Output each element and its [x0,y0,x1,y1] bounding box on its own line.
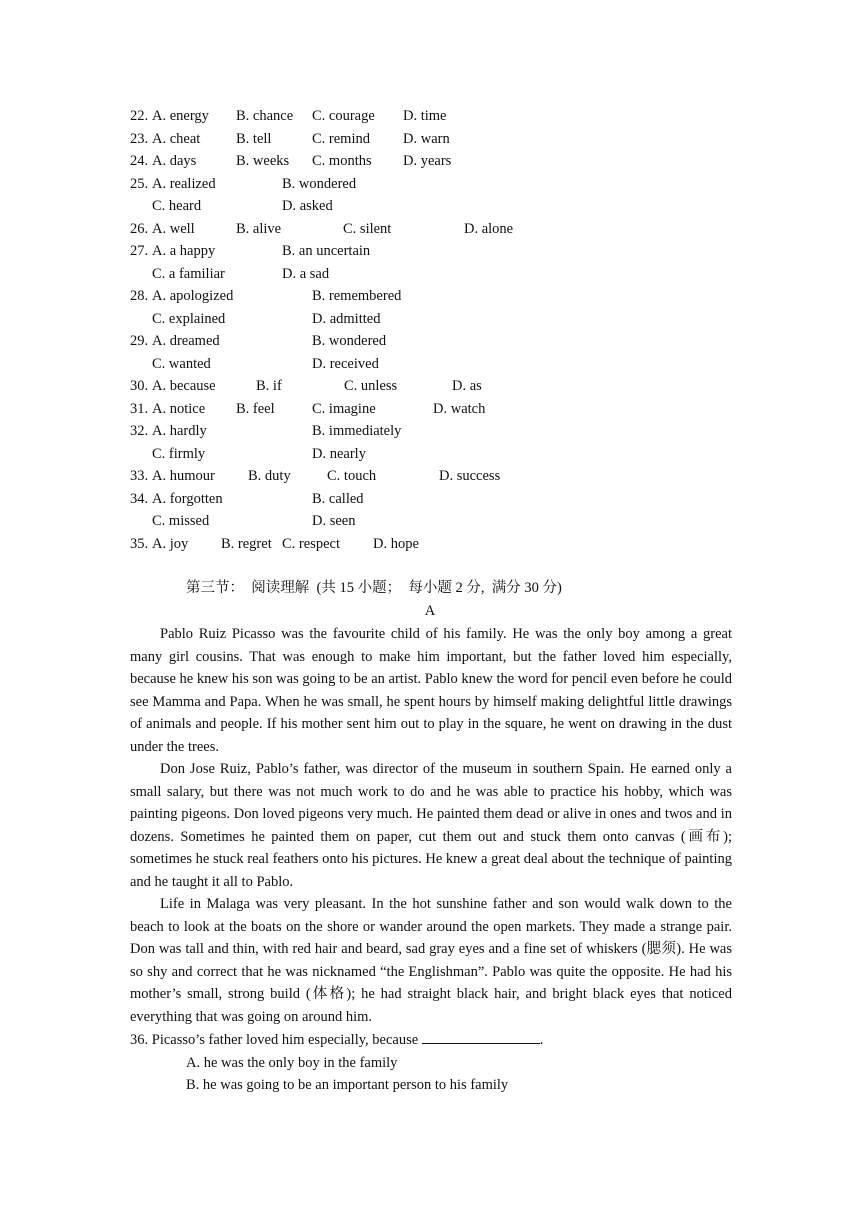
question-number: 26. [130,221,149,237]
option-d: D. warn [403,131,450,147]
option-d: D. a sad [282,266,330,282]
question-number: 29. [130,333,149,349]
option-d: D. alone [464,221,514,237]
option-b: B. if [256,378,282,394]
option-c: C. imagine [312,401,376,417]
option-d: D. time [403,108,447,124]
option-a: A. a happy [152,243,216,259]
option-d: D. admitted [312,311,381,327]
question-number: 22. [130,108,149,124]
option-d: D. received [312,356,379,372]
option-a: A. humour [152,468,215,484]
option-c: C. months [312,153,372,169]
option-a: A. he was the only boy in the family [186,1055,398,1071]
question-number: 24. [130,153,149,169]
option-b: B. immediately [312,423,402,439]
option-a: A. cheat [152,131,201,147]
section-heading: 第三节： 阅读理解 (共 15 小题； 每小题 2 分, 满分 30 分) [186,580,562,596]
option-b: B. called [312,491,364,507]
option-b: B. wondered [312,333,387,349]
option-a: A. forgotten [152,491,223,507]
passage-label: A [424,603,436,619]
option-d: D. years [403,153,452,169]
option-a: A. dreamed [152,333,220,349]
option-b: B. alive [236,221,282,237]
option-a: A. realized [152,176,216,192]
option-d: D. hope [373,536,419,552]
question-number: 27. [130,243,149,259]
option-c: C. wanted [152,356,211,372]
option-c: C. courage [312,108,375,124]
option-b: B. remembered [312,288,402,304]
option-c: C. explained [152,311,226,327]
question-number: 30. [130,378,149,394]
option-c: C. missed [152,513,210,529]
option-d: D. watch [433,401,486,417]
option-d: D. success [439,468,501,484]
question-number: 34. [130,491,149,507]
question-number: 25. [130,176,149,192]
option-c: C. silent [343,221,392,237]
question-36 [130,1029,543,1051]
option-b: B. weeks [236,153,290,169]
question-number: 33. [130,468,149,484]
option-c: C. touch [327,468,377,484]
question-36-stem: 36. Picasso’s father loved him especially, because [130,1032,419,1048]
option-c: C. respect [282,536,340,552]
option-c: C. a familiar [152,266,225,282]
option-b: B. feel [236,401,275,417]
option-a: A. because [152,378,216,394]
option-b: B. he was going to be an important person to his family [186,1077,509,1093]
option-a: A. energy [152,108,209,124]
option-c: C. heard [152,198,202,214]
option-d: D. asked [282,198,333,214]
option-a: A. days [152,153,197,169]
option-a: A. apologized [152,288,234,304]
option-a: A. well [152,221,195,237]
option-d: D. nearly [312,446,366,462]
option-c: C. remind [312,131,370,147]
passage-paragraph: Pablo Ruiz Picasso was the favourite child of his family. He was the only boy among a great many girl cousins. That was enough to make him important, but the father loved him especially, because he knew his son was going to be an artist. Pablo knew the word for pencil even before he could see Mamma and Papa. When he was small, he spent hours by himself making delightful little drawings of animals and people. If his mother sent him out to play in the square, he went on drawing in the dust under the trees. [130,626,732,755]
option-a: A. hardly [152,423,207,439]
question-number: 23. [130,131,149,147]
question-36-end: . [539,1032,544,1048]
option-c: C. firmly [152,446,206,462]
answer-blank [422,1029,540,1044]
passage-paragraph: Life in Malaga was very pleasant. In the hot sunshine father and son would walk down to the beach to look at the boats on the shore or wander around the open markets. They made a strange pair. Don was tall and thin, with red hair and beard, sad gray eyes and a fine set of whiskers (腮须). He was so shy and correct that he was nicknamed “the Englishman”. Pablo was quite the opposite. He had his mother’s small, strong build (体格); he had straight black hair, and bright black eyes that noticed everything that was going on around him. [130,896,732,1025]
question-number: 28. [130,288,149,304]
option-d: D. as [452,378,482,394]
option-a: A. joy [152,536,189,552]
question-number: 31. [130,401,149,417]
option-b: B. duty [248,468,291,484]
option-b: B. tell [236,131,272,147]
question-number: 35. [130,536,149,552]
option-a: A. notice [152,401,206,417]
option-b: B. chance [236,108,294,124]
question-number: 32. [130,423,149,439]
option-b: B. wondered [282,176,357,192]
option-b: B. regret [221,536,272,552]
option-b: B. an uncertain [282,243,371,259]
option-d: D. seen [312,513,356,529]
option-c: C. unless [344,378,398,394]
passage-paragraph: Don Jose Ruiz, Pablo’s father, was director of the museum in southern Spain. He earned only a small salary, but there was not much work to do and he was able to practice his hobby, which was painting pigeons. Don loved pigeons very much. He painted them dead or alive in ones and twos and in dozens. Sometimes he painted them on paper, cut them out and stuck them onto canvas (画布); sometimes he stuck real feathers onto his pictures. He knew a great deal about the technique of painting and he taught it all to Pablo. [130,761,732,890]
